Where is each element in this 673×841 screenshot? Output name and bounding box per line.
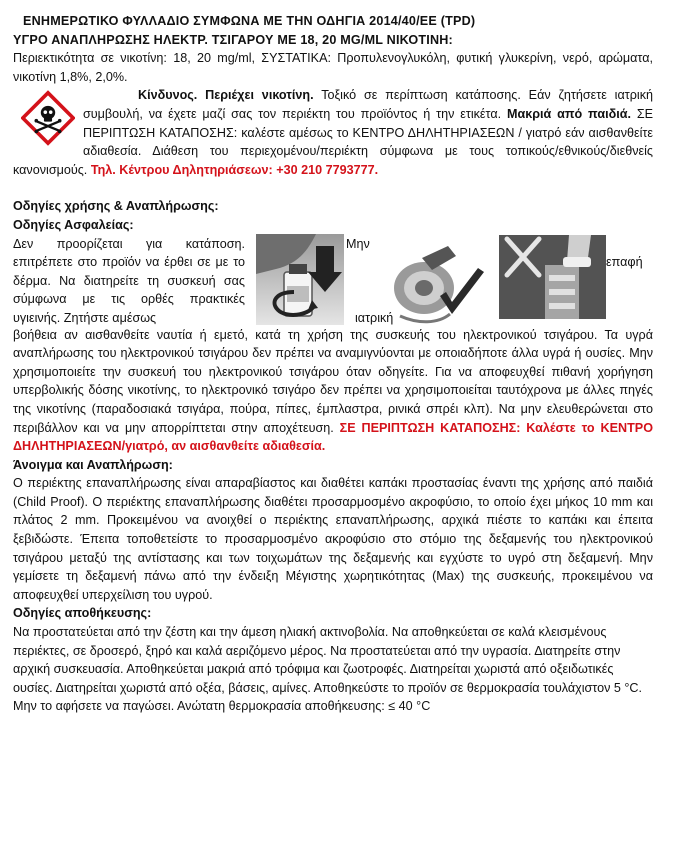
leaflet-title: ΕΝΗΜΕΡΩΤΙΚΟ ΦΥΛΛΑΔΙΟ ΣΥΜΦΩΝΑ ΜΕ ΤΗΝ ΟΔΗΓΙΑ 2014/40/ΕΕ (TPD): [23, 14, 476, 28]
hazard-text-1: Τοξικό σε περίπτωση κατάποσης. Εάν ζητήσετε ιατρική συμβουλή, να έχετε μαζί σας τον περιέκτη του προϊόντος ή την ετικέτα.: [83, 88, 653, 121]
poison-center-phone: Τηλ. Κέντρου Δηλητηριάσεων: +30 210 7793777.: [90, 162, 379, 177]
word-epafi: επαφή: [606, 254, 643, 269]
composition-text: Περιεκτικότητα σε νικοτίνη: 18, 20 mg/ml, ΣΥΣΤΑΤΙΚΑ: Προπυλενογλυκόλη, φυτική γλυκερίνη, νερό, αρώματα, νικοτίνη 1,8%, 2,0%.: [13, 51, 653, 84]
hazard-text-2: ΣΕ ΠΕΡΙΠΤΩΣΗ ΚΑΤΑΠΟΣΗΣ: καλέστε αμέσως το ΚΕΝΤΡΟ ΔΗΛΗΤΗΡΙΑΣΕΩΝ / γιατρό εάν αισθανθείτε αδιαθεσία. Διάθεση του περιεχομένου/περιέκτη σύμφωνα με τους τοπικούς/εθνικούς/διεθνείς κανονισμούς.: [13, 106, 654, 177]
usage-heading: Οδηγίες χρήσης & Αναπλήρωσης:: [13, 199, 219, 214]
safety-images-row: [13, 235, 653, 326]
storage-body: Να προστατεύεται από την ζέστη και την άμεση ηλιακή ακτινοβολία. Να αποθηκεύεται σε καλά κλεισμένους περιέκτες, σε δροσερό, ξηρό και καλά αεριζόμενο μέρος. Να προστατεύεται από την υγρασία. Διατηρείτε στην αρχική συσκευασία. Αποθηκεύεται μακριά από τρόφιμα και ζωοτροφές. Διατηρείται χωριστά από οξειδωτικές ουσίες. Διατηρείται χωριστά από οξέα, βάσεις, αμίνες. Αποθηκεύστε το προϊόν σε θερμοκρασία τουλάχιστον 5 °C. Μην το αφήσετε να παγώσει. Ανώτατη θερμοκρασία αποθήκευσης: ≤ 40 °C: [13, 625, 643, 714]
word-mhn: Μην: [346, 236, 370, 251]
safety-wrap-text: Δεν προορίζεται για κατάποση. επιτρέπετε στο προϊόν να έρθει σε με το δέρμα. Να διατηρείτε τη συσκευή σας σύμφωνα με τις ορθές πρακτικές υγιεινής. Ζητήστε αμέσως: [13, 236, 245, 325]
bottle-no-swallow-icon: [256, 234, 344, 325]
skull-crossbones-hazard-icon: [21, 90, 75, 146]
usage-body: [13, 326, 653, 456]
no-touch-icon: [499, 235, 606, 319]
emergency-text: ΣΕ ΠΕΡΙΠΤΩΣΗ ΚΑΤΑΠΟΣΗΣ: Καλέστε το ΚΕΝΤΡΟ ΔΗΛΗΤΗΡΙΑΣΕΩΝ/γιατρό, αν αισθανθείτε αδιαθεσία.: [13, 420, 653, 454]
product-subtitle: ΥΓΡΟ ΑΝΑΠΛΗΡΩΣΗΣ ΗΛΕΚΤΡ. ΤΣΙΓΑΡΟΥ ΜΕ 18, 20 MG/ML ΝΙΚΟΤΙΝΗ:: [13, 32, 453, 47]
refill-check-icon: [388, 238, 488, 328]
danger-label: Κίνδυνος. Περιέχει νικοτίνη.: [138, 88, 314, 103]
word-iatriki: ιατρική: [355, 310, 394, 325]
usage-body-text: βοήθεια αν αισθανθείτε ναυτία ή εμετό, κατά τη χρήση της συσκευής του ηλεκτρονικού τσιγάρου. Τα υγρά αναπλήρωσης του ηλεκτρονικού τσιγάρου δεν πρέπει να αναμιγνύονται με οποιαδήποτε άλλα υγρά ή ουσίες. Μην χρησιμοποιείτε την συσκευή του ηλεκτρονικού τσιγάρου όταν οδηγείτε. Για να αποφευχθεί πιθανή χορήγηση υπερβολικής δόσης νικοτίνης, το ηλεκτρονικό τσιγάρο δεν πρέπει να χρησιμοποιείται ταυτόχρονα με άλλες πηγές της νικοτίνης (παραδοσιακά τσιγάρα, πούρα, πίπες, έμπλαστρα, ρινικά σπρέι κλπ). Να μην ελευθερώνεται στο περιβάλλον και να μην απορρίπτεται στην αποχέτευση.: [13, 327, 653, 435]
storage-heading: Οδηγίες αποθήκευσης:: [13, 606, 152, 621]
leaflet-page: [13, 12, 653, 716]
hazard-statement: [13, 86, 653, 179]
hazard-warning-block: [13, 86, 653, 179]
opening-heading: Άνοιγμα και Αναπλήρωση:: [13, 457, 173, 472]
opening-body: Ο περιέκτης επαναπλήρωσης είναι απαραβίαστος και διαθέτει καπάκι προστασίας έναντι της χρήσης από παιδιά (Child Proof). Ο περιέκτης επαναπλήρωσης διαθέτει προσαρμοσμένο ακροφύσιο, το οποίο έχει μήκος 10 mm και πλάτος 2 mm. Προκειμένου να ανοιχθεί ο περιέκτης επαναπλήρωσης, αρχικά πιέστε το καπάκι και έπειτα ξεβιδώστε. Έπειτα τοποθετείστε το προσαρμοσμένο ακροφύσιο στο στόμιο της δεξαμενής του ηλεκτρονικού τσιγάρου μεταξύ της αντίστασης και των τοιχωμάτων της δεξαμενής και εγχύστε το υγρό στη δεξαμενή. Μην γεμίσετε τη δεξαμενή πάνω από την ένδειξη Μέγιστης χωρητικότητας (Max) της συσκευής, προκειμένου να αποφευχθεί υπερχείλιση του υγρού.: [13, 476, 653, 602]
keep-away-label: Μακριά από παιδιά.: [506, 106, 631, 121]
safety-heading: Οδηγίες Ασφαλείας:: [13, 217, 134, 232]
